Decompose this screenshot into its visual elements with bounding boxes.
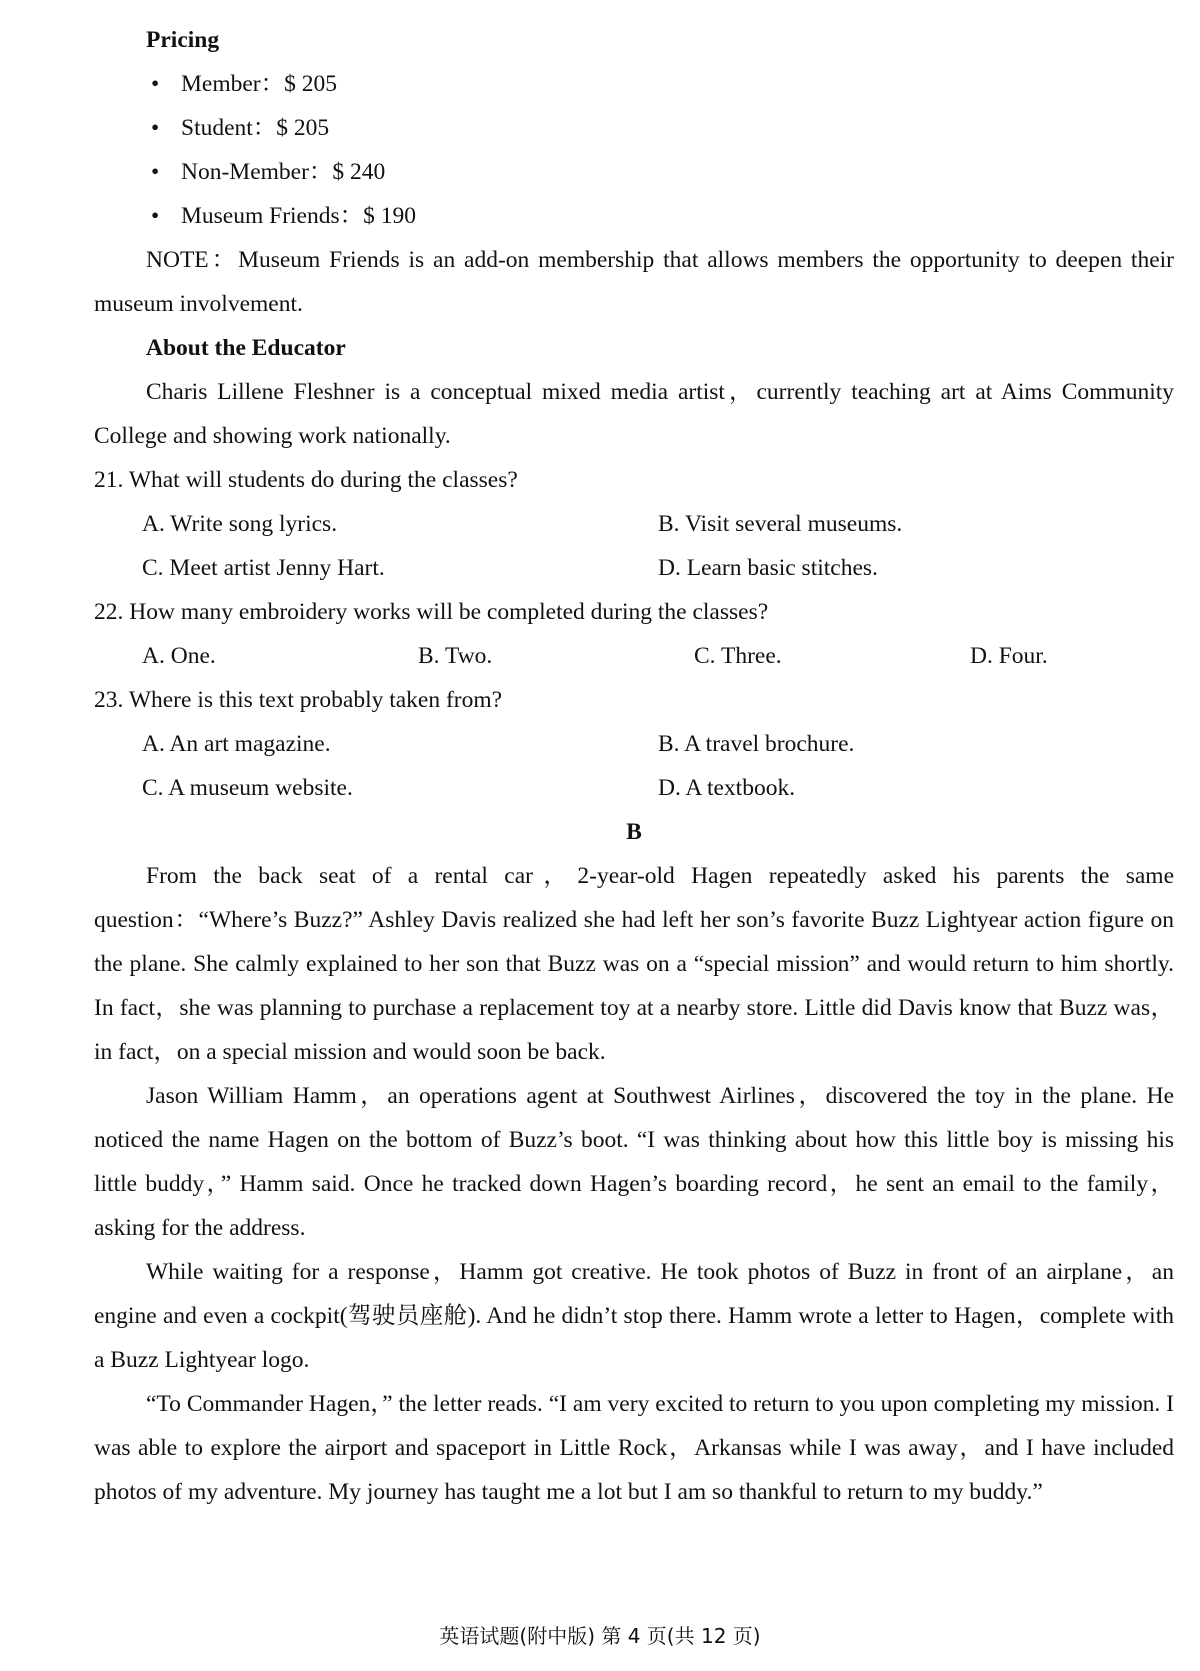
option-21-d: D. Learn basic stitches.: [658, 555, 878, 581]
question-23-options-row-1: [94, 722, 1174, 766]
question-21: 21. What will students do during the classes?: [94, 467, 518, 493]
option-23-b: B. A travel brochure.: [658, 731, 855, 757]
question-21-options-row-1: [94, 502, 1174, 546]
question-21-options-row-2: [94, 546, 1174, 590]
bullet-icon: •: [151, 71, 160, 97]
question-22-options-row: [94, 634, 1174, 678]
pricing-heading: Pricing: [146, 27, 220, 53]
option-22-a: A. One.: [142, 643, 216, 669]
bullet-icon: •: [151, 159, 160, 185]
section-b-label: B: [626, 819, 642, 845]
passage-paragraph: While waiting for a response，Hamm got creative. He took photos of Buzz in front of an airplane，an engine and even a cockpit(驾驶员座舱). And he didn’t stop there. Hamm wrote a letter to Hagen，complete with a Buzz Lightyear logo.: [94, 1259, 1174, 1373]
educator-text: Charis Lillene Fleshner is a conceptual mixed media artist，currently teaching art at Aims Community College and showing work nationally.: [94, 379, 1174, 449]
option-23-d: D. A textbook.: [658, 775, 796, 801]
question-23-options-row-2: [94, 766, 1174, 810]
passage-paragraph: “To Commander Hagen，” the letter reads. “I am very excited to return to you upon completing my mission. I was able to explore the airport and spaceport in Little Rock，Arkansas while I was away，and I have included photos of my adventure. My journey has taught me a lot but I am so thankful to return to my buddy.”: [94, 1391, 1174, 1505]
educator-heading: About the Educator: [146, 335, 346, 361]
option-22-b: B. Two.: [418, 643, 493, 669]
option-21-b: B. Visit several museums.: [658, 511, 903, 537]
price-item-member: • Member：$ 205: [94, 62, 1174, 106]
document-page: [94, 18, 1174, 1514]
option-21-a: A. Write song lyrics.: [142, 511, 338, 537]
bullet-icon: •: [151, 203, 160, 229]
pricing-note: NOTE：Museum Friends is an add-on membership that allows members the opportunity to deepen their museum involvement.: [94, 247, 1174, 317]
option-22-d: D. Four.: [970, 643, 1048, 669]
option-21-c: C. Meet artist Jenny Hart.: [142, 555, 385, 581]
page-footer: 英语试题(附中版) 第 4 页(共 12 页): [439, 1624, 761, 1648]
price-item-student: • Student：$ 205: [94, 106, 1174, 150]
price-item-museum-friends: • Museum Friends：$ 190: [94, 194, 1174, 238]
passage-paragraph: Jason William Hamm，an operations agent at Southwest Airlines，discovered the toy in the plane. He noticed the name Hagen on the bottom of Buzz’s boot. “I was thinking about how this little boy is missing his little buddy，” Hamm said. Once he tracked down Hagen’s boarding record，he sent an email to the family，asking for the address.: [94, 1083, 1174, 1241]
bullet-icon: •: [151, 115, 160, 141]
passage-paragraph: From the back seat of a rental car，2-year-old Hagen repeatedly asked his parents the same question：“Where’s Buzz?” Ashley Davis realized she had left her son’s favorite Buzz Lightyear action figure on the plane. She calmly explained to her son that Buzz was on a “special mission” and would return to him shortly. In fact，she was planning to purchase a replacement toy at a nearby store. Little did Davis know that Buzz was，in fact，on a special mission and would soon be back.: [94, 863, 1174, 1065]
price-item-non-member: • Non-Member：$ 240: [94, 150, 1174, 194]
option-23-c: C. A museum website.: [142, 775, 353, 801]
question-23: 23. Where is this text probably taken from?: [94, 687, 503, 713]
option-22-c: C. Three.: [694, 643, 782, 669]
question-22: 22. How many embroidery works will be completed during the classes?: [94, 599, 769, 625]
option-23-a: A. An art magazine.: [142, 731, 331, 757]
